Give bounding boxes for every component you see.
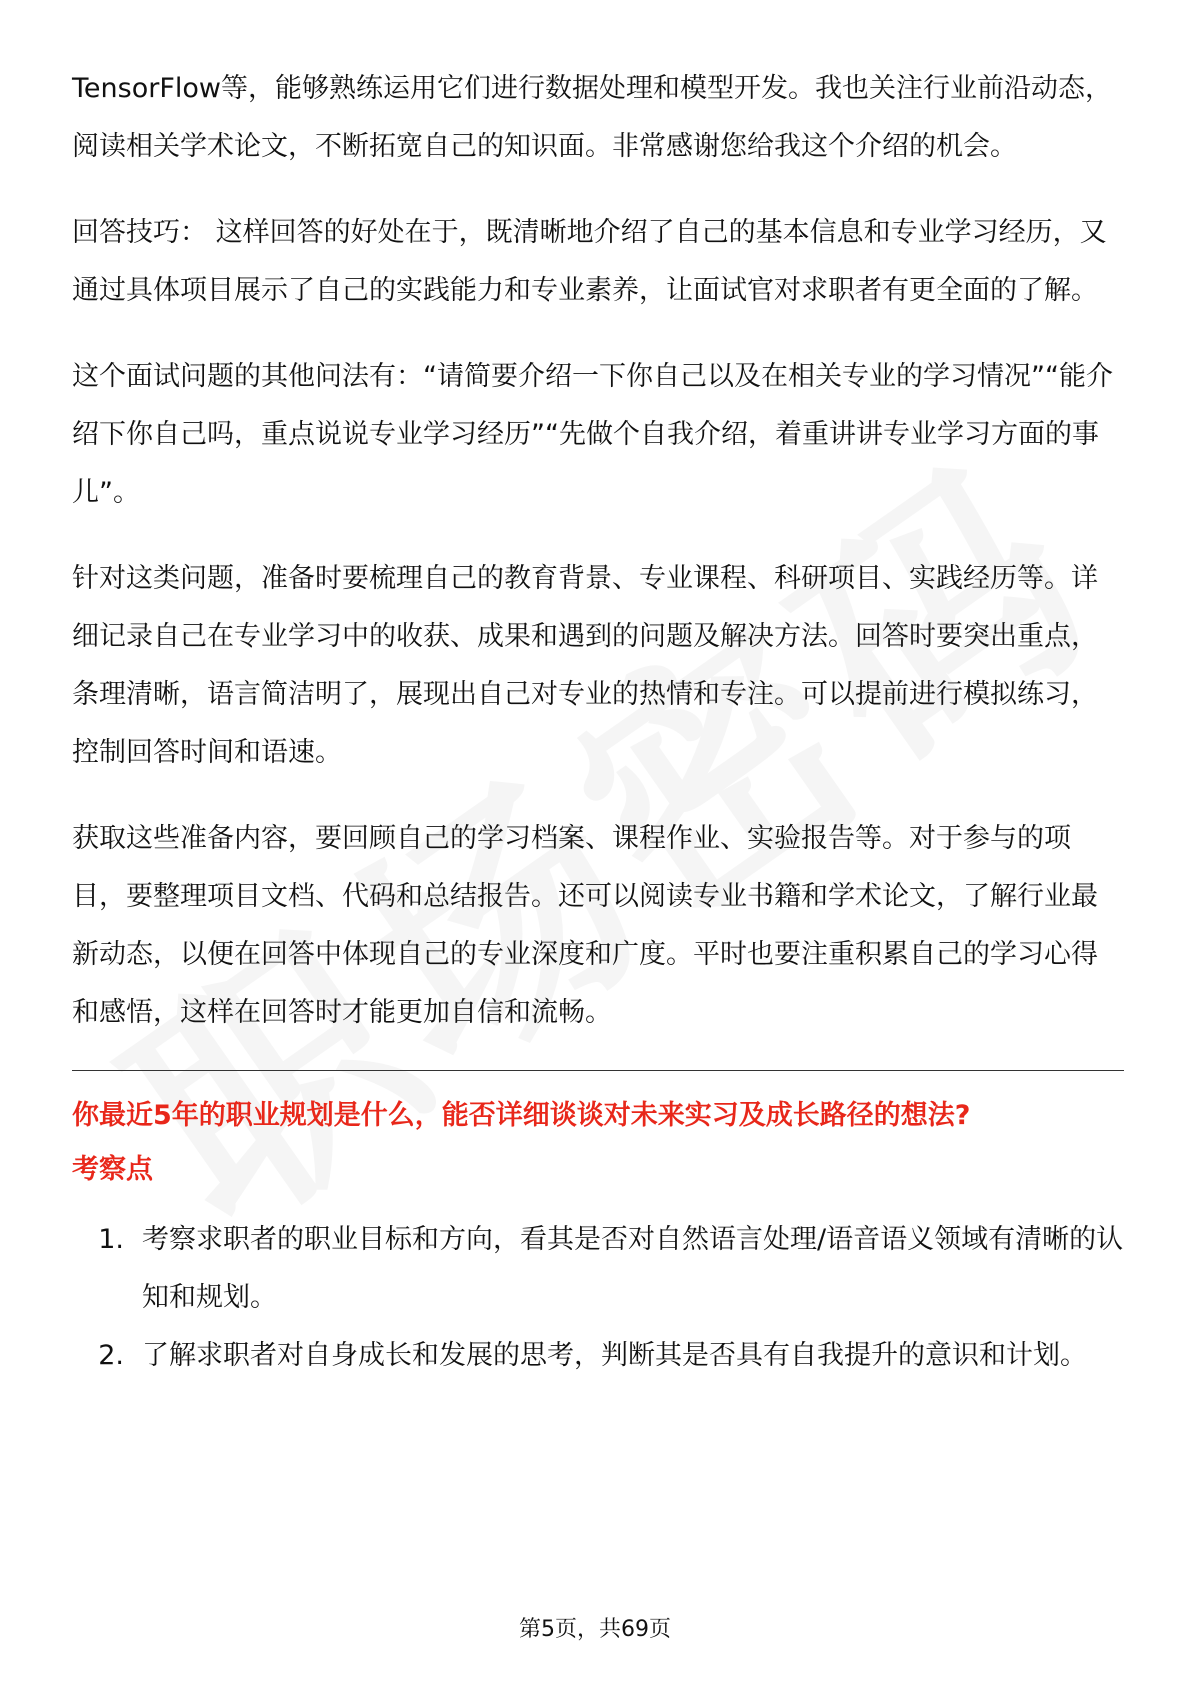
page-number: 第5页，共69页 [519, 1617, 671, 1642]
list-item [72, 1327, 1124, 1385]
paragraph-preparation: 针对这类问题，准备时要梳理自己的教育背景、专业课程、科研项目、实践经历等。详细记录自己在专业学习中的收获、成果和遇到的问题及解决方法。回答时要突出重点，条理清晰，语言简洁明了，展现出自己对专业的热情和专注。可以提前进行模拟练习，控制回答时间和语速。 [72, 563, 1098, 768]
question-title: 你最近5年的职业规划是什么，能否详细谈谈对未来实习及成长路径的想法? [72, 1100, 971, 1131]
page-footer [0, 1612, 1190, 1643]
list-item [72, 1211, 1124, 1327]
paragraph-answer-tips: 回答技巧： 这样回答的好处在于，既清晰地介绍了自己的基本信息和专业学习经历，又通过具体项目展示了自己的实践能力和专业素养，让面试官对求职者有更全面的了解。 [72, 217, 1107, 306]
section-divider [72, 1070, 1124, 1071]
list-item-number: 2. [98, 1340, 124, 1371]
list-item-text: 了解求职者对自身成长和发展的思考，判断其是否具有自我提升的意识和计划。 [142, 1340, 1087, 1371]
page-content [72, 60, 1124, 1385]
list-item-text: 考察求职者的职业目标和方向，看其是否对自然语言处理/语音语义领域有清晰的认知和规划。 [142, 1224, 1124, 1313]
paragraph-alternative-questions: 这个面试问题的其他问法有：“请简要介绍一下你自己以及在相关专业的学习情况”“能介绍下你自己吗，重点说说专业学习经历”“先做个自我介绍，着重讲讲专业学习方面的事儿”。 [72, 361, 1113, 508]
paragraph-materials: 获取这些准备内容，要回顾自己的学习档案、课程作业、实验报告等。对于参与的项目，要整理项目文档、代码和总结报告。还可以阅读专业书籍和学术论文，了解行业最新动态，以便在回答中体现自己的专业深度和广度。平时也要注重积累自己的学习心得和感悟，这样在回答时才能更加自信和流畅。 [72, 823, 1098, 1028]
paragraph-intro-continued: TensorFlow等，能够熟练运用它们进行数据处理和模型开发。我也关注行业前沿动态，阅读相关学术论文，不断拓宽自己的知识面。非常感谢您给我这个介绍的机会。 [72, 73, 1112, 162]
list-item-number: 1. [98, 1224, 124, 1255]
section-label-assessment: 考察点 [72, 1154, 153, 1185]
assessment-points-list [72, 1211, 1124, 1385]
